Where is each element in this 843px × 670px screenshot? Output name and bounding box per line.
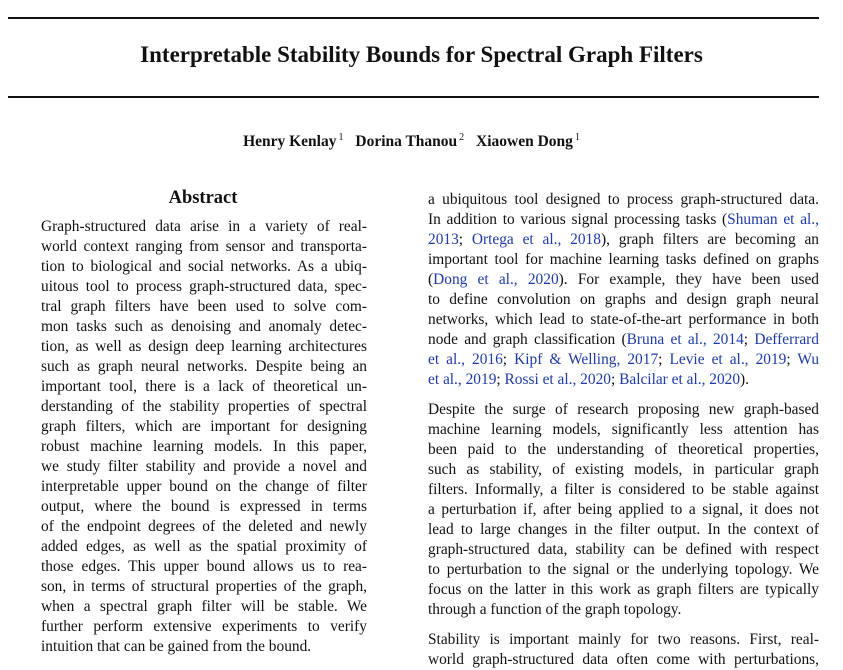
text-line: interpretable upper bound on the change of filter xyxy=(41,478,367,495)
citation-link[interactable]: et al., 2016 xyxy=(428,351,503,368)
text-line xyxy=(428,270,819,290)
text-line: world context ranging from sensor and transporta- xyxy=(41,238,367,255)
citation-link[interactable]: Levie et al., 2019 xyxy=(669,351,787,368)
citation-link[interactable]: 2013 xyxy=(428,231,459,248)
text-line: such as graph neural networks. Despite being an xyxy=(41,358,367,375)
citation-link[interactable]: Ortega et al., 2018 xyxy=(471,231,601,248)
text-span: ; xyxy=(458,231,472,248)
text-line: through a function of the graph topology. xyxy=(428,601,682,618)
text-line: when a spectral graph filter will be stable. We xyxy=(41,598,367,615)
text-span: ; xyxy=(743,331,755,348)
text-line: of the endpoint degrees of the deleted and newly xyxy=(41,518,367,535)
abstract-body xyxy=(41,217,367,657)
author-name: Henry Kenlay xyxy=(243,133,337,151)
intro-paragraph-1 xyxy=(428,190,819,390)
text-line xyxy=(428,370,819,390)
text-span: ; xyxy=(786,351,798,368)
text-line: robust machine learning models. In this paper, xyxy=(41,438,367,455)
text-span: ), graph filters are becoming an xyxy=(600,231,819,248)
author-affiliation: 1 xyxy=(574,132,580,143)
text-line: those edges. This upper bound allows us to rea- xyxy=(41,558,367,575)
citation-link[interactable]: Kipf & Welling, 2017 xyxy=(514,351,659,368)
text-line: filters. Informally, a filter is considered to be stable against xyxy=(428,481,819,498)
bottom-rule xyxy=(8,96,819,98)
text-span: ; xyxy=(496,371,505,388)
citation-link[interactable]: Balcilar et al., 2020 xyxy=(619,371,741,388)
author-list xyxy=(0,132,823,151)
author-affiliation: 1 xyxy=(338,132,344,143)
citation-link[interactable]: Dong et al., 2020 xyxy=(433,271,559,288)
author xyxy=(476,133,580,150)
text-line: added edges, as well as the spatial proximity of xyxy=(41,538,367,555)
text-line: Graph-structured data arise in a variety of real- xyxy=(41,218,367,235)
text-line xyxy=(428,230,819,250)
text-line xyxy=(428,190,819,210)
text-span: node and graph classification ( xyxy=(428,331,627,348)
author xyxy=(355,133,464,150)
text-line: focus on the latter in this work as graph filters are typically xyxy=(428,581,819,598)
citation-link[interactable]: Rossi et al., 2020 xyxy=(504,371,611,388)
text-line: Despite the surge of research proposing new graph-based xyxy=(428,401,819,418)
text-line: further perform extensive experiments to verify xyxy=(41,618,367,635)
text-span: In addition to various signal processing tasks ( xyxy=(428,211,728,228)
text-line: tion, as well as design deep learning architectures xyxy=(41,338,367,355)
text-line: lead to large changes in the filter output. In the context of xyxy=(428,521,819,538)
citation-link[interactable]: Wu xyxy=(797,351,819,368)
text-span: networks, which lead to state-of-the-art performance in both xyxy=(428,311,819,328)
text-line xyxy=(428,210,819,230)
text-line: derstanding of the stability properties of spectral xyxy=(41,398,367,415)
text-line: important tool, there is a lack of theoretical un- xyxy=(41,378,367,395)
text-line xyxy=(428,350,819,370)
text-span: ; xyxy=(610,371,620,388)
intro-paragraph-3 xyxy=(428,630,819,670)
right-column xyxy=(428,190,819,670)
text-line: graph-structured data, stability can be defined with respect xyxy=(428,541,819,558)
text-span: important tool for machine learning tasks defined on graphs xyxy=(428,251,819,268)
text-line xyxy=(428,310,819,330)
text-line: uitous tool to process graph-structured data, spec- xyxy=(41,278,367,295)
text-line: machine learning models, significantly less attention has xyxy=(428,421,819,438)
text-span: ). For example, they have been used xyxy=(558,271,819,288)
text-span: ( xyxy=(428,271,434,288)
intro-paragraph-2 xyxy=(428,400,819,620)
text-span: a ubiquitous tool designed to process graph-structured data. xyxy=(428,191,819,208)
citation-link[interactable]: et al., 2019 xyxy=(428,371,497,388)
text-line: output, where the bound is expressed in terms xyxy=(41,498,367,515)
text-line xyxy=(428,250,819,270)
author-name: Dorina Thanou xyxy=(355,133,458,151)
text-line: Stability is important mainly for two reasons. First, real- xyxy=(428,631,819,648)
text-line: mon tasks such as denoising and anomaly detec- xyxy=(41,318,367,335)
text-line xyxy=(428,330,819,350)
text-line: we study filter stability and provide a novel and xyxy=(41,458,367,475)
text-line: intuition that can be gained from the bound. xyxy=(41,638,312,655)
text-line: world graph-structured data often come with perturbations, xyxy=(428,651,819,668)
top-rule xyxy=(8,17,819,19)
text-span: to define convolution on graphs and design graph neural xyxy=(428,291,819,308)
text-line: a perturbation if, after being applied to a signal, it does not xyxy=(428,501,819,518)
author-name: Xiaowen Dong xyxy=(476,133,573,151)
abstract-heading: Abstract xyxy=(168,188,238,208)
citation-link[interactable]: Defferrard xyxy=(754,331,819,348)
text-line xyxy=(428,290,819,310)
paper-title: Interpretable Stability Bounds for Spectral Graph Filters xyxy=(140,42,703,67)
paragraph-gap xyxy=(428,390,819,400)
author-affiliation: 2 xyxy=(459,132,465,143)
paragraph-gap xyxy=(428,620,819,630)
text-line: son, in terms of structural properties of the graph, xyxy=(41,578,367,595)
text-line: tral graph filters have been used to solve com- xyxy=(41,298,367,315)
citation-link[interactable]: Shuman et al., xyxy=(727,211,819,228)
text-line: graph filters, which are important for designing xyxy=(41,418,367,435)
author xyxy=(243,133,343,150)
citation-link[interactable]: Bruna et al., 2014 xyxy=(626,331,744,348)
text-line: tion to biological and social networks. As a ubiq- xyxy=(41,258,367,275)
text-line: such as stability, of existing models, in particular graph xyxy=(428,461,819,478)
text-span: ; xyxy=(658,351,670,368)
text-span: ). xyxy=(740,371,750,388)
text-line: been paid to the understanding of theoretical properties, xyxy=(428,441,819,458)
text-span: ; xyxy=(502,351,515,368)
text-line: to perturbation to the signal or the underlying topology. We xyxy=(428,561,819,578)
